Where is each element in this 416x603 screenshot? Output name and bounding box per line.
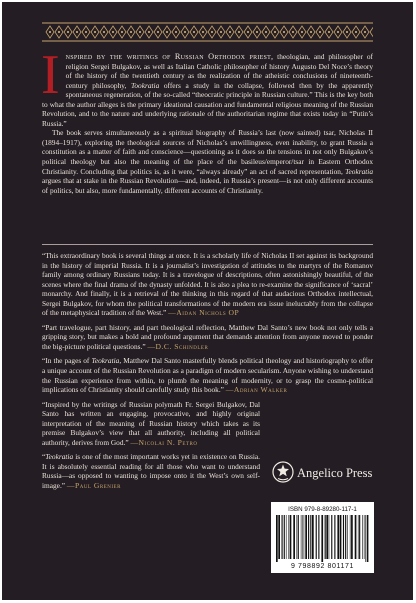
review-text: “Inspired by the writings of Russian polymath Fr. Sergei Bulgakov, Dal Santo has written an engaging, provocative, and highly original interpretation of the meaning of Russian history which takes as its premise Bulgakov’s view that all authority, including all political authority, derives from God.”: [42, 399, 260, 447]
blurb-p1-text: theologian, and philosopher of religion Sergei Bulgakov, as well as Italian Catholic philosopher of history Augusto Del Noce’s theory of the history of the twentieth century as the realization of the atheistic conclusions of nineteenth-century philosophy,: [65, 52, 373, 90]
blurb-paragraph-1: [41, 44, 374, 128]
section-divider: [42, 244, 373, 245]
review-quote-4: [42, 400, 260, 448]
barcode-digits: 9 798892 801171: [291, 563, 354, 570]
review-quote-3: [42, 356, 373, 394]
review-quote-5: [42, 452, 260, 490]
review-text: “: [42, 452, 46, 462]
review-attribution: —D.C. Schindler: [147, 341, 209, 351]
review-quote-1: [42, 251, 373, 318]
ornament-graphic: [42, 22, 373, 42]
review-text: “Part travelogue, part history, and part theological reflection, Matthew Dal Santo’s new book not only tells a gripping story, but makes a bold and profound argument that demands attention from anyone moved to ponder the big-picture political questions.”: [42, 322, 373, 351]
review-attribution: —Nicolai N. Petro: [130, 437, 198, 447]
reviews-section: [42, 251, 373, 496]
review-quote-2: [42, 323, 373, 352]
description-blurb: [41, 44, 374, 195]
blurb-p1-end: offers a study in the collapse, followed then by the apparently spontaneous regeneration, of the so-called “theocratic principle in Russian culture.” This is the key both to what the author alleges is the primary ideational causation and fundamental religious meaning of the Russian Revolution, and to the nature and underlying rationale of the authoritarian regime that exists today in “Putin’s Russia.”: [42, 80, 374, 128]
review-text: “This extraordinary book is several things at once. It is a scholarly life of Nicholas II set against its background in the history of imperial Russia. It is a journalist’s investigation of attitudes to the martyrs of the Romanov family among ordinary Russians today. It is a travelogue of descriptions, often astonishingly beautiful, of the scenes where the final drama of the dynasty unfolded. It is also a plea to re-examine the significance of ‘sacral’ monarchy. And finally, it is a retrieval of the thinking in this regard of that audacious Orthodox intellectual, Sergei Bulgakov, for whom the political transformations of the modern era issue ineluctably from the collapse of the metaphysical tradition of the West.”: [42, 251, 373, 318]
isbn-label: ISBN 979-8-89280-117-1: [288, 506, 357, 513]
blurb-paragraph-2: [42, 128, 373, 195]
review-text: “In the pages of: [42, 356, 92, 366]
isbn-barcode-panel: [271, 502, 374, 573]
book-back-cover: [2, 2, 413, 600]
book-title-italic: Teokratia: [91, 356, 120, 366]
review-text-cont: , Matthew Dal Santo masterfully blends political theology and historiography to offer a unique account of the Russian Revolution as a paradigm of modern secularism. Anyone wishing to understand the Russian experience from within, to plumb the meaning of modernity, or to grasp the cosmo-political implications of Christianity should carefully study this book.”: [42, 356, 373, 395]
review-attribution: —Adrian Walker: [225, 385, 288, 395]
review-text-cont: is one of the most important works yet in existence on Russia. It is absolutely essential reading for all those who want to understand Russia—as opposed to wanting to impose onto it the West’s own self-image.”: [42, 452, 260, 491]
blurb-p2-text: The book serves simultaneously as a spiritual biography of Russia’s last (now sainted) tsar, Nicholas II (1894–1917), exploring the theological sources of Nicholas’s unwillingness, even inability, to grant Russia a constitution as a matter of faith and conscience—questioning as it does so the tensions in not only Bulgakov’s political theology but also the meaning of the place of the basileus/emperor/tsar in Eastern Orthodox Christianity. Concluding that politics is, as it were, “always already” an act of sacred representation,: [42, 128, 373, 176]
book-title-italic: Teokratia: [345, 166, 373, 176]
blurb-lead-in: nspired by the writings of Russian Orthodox priest,: [65, 52, 274, 61]
book-title-italic: Teokratia: [45, 452, 74, 462]
angelico-press-emblem-icon: [272, 461, 294, 483]
blurb-p2-end: argues that at stake in the Russian Revolution—and, indeed, in Russia’s present—is not only different accounts of politics, but also, more fundamentally, different accounts of Christianity.: [42, 176, 373, 195]
barcode-graphic: [275, 515, 370, 562]
book-title-italic: Tookratia: [130, 80, 160, 90]
ornamental-border-band: [42, 22, 373, 42]
review-attribution: —Aidan Nichols OP: [168, 308, 240, 318]
publisher-name: Angelico Press: [297, 466, 373, 480]
drop-cap: I: [41, 44, 60, 106]
review-attribution: —Paul Grenier: [66, 481, 121, 491]
publisher-logo: [272, 461, 376, 483]
